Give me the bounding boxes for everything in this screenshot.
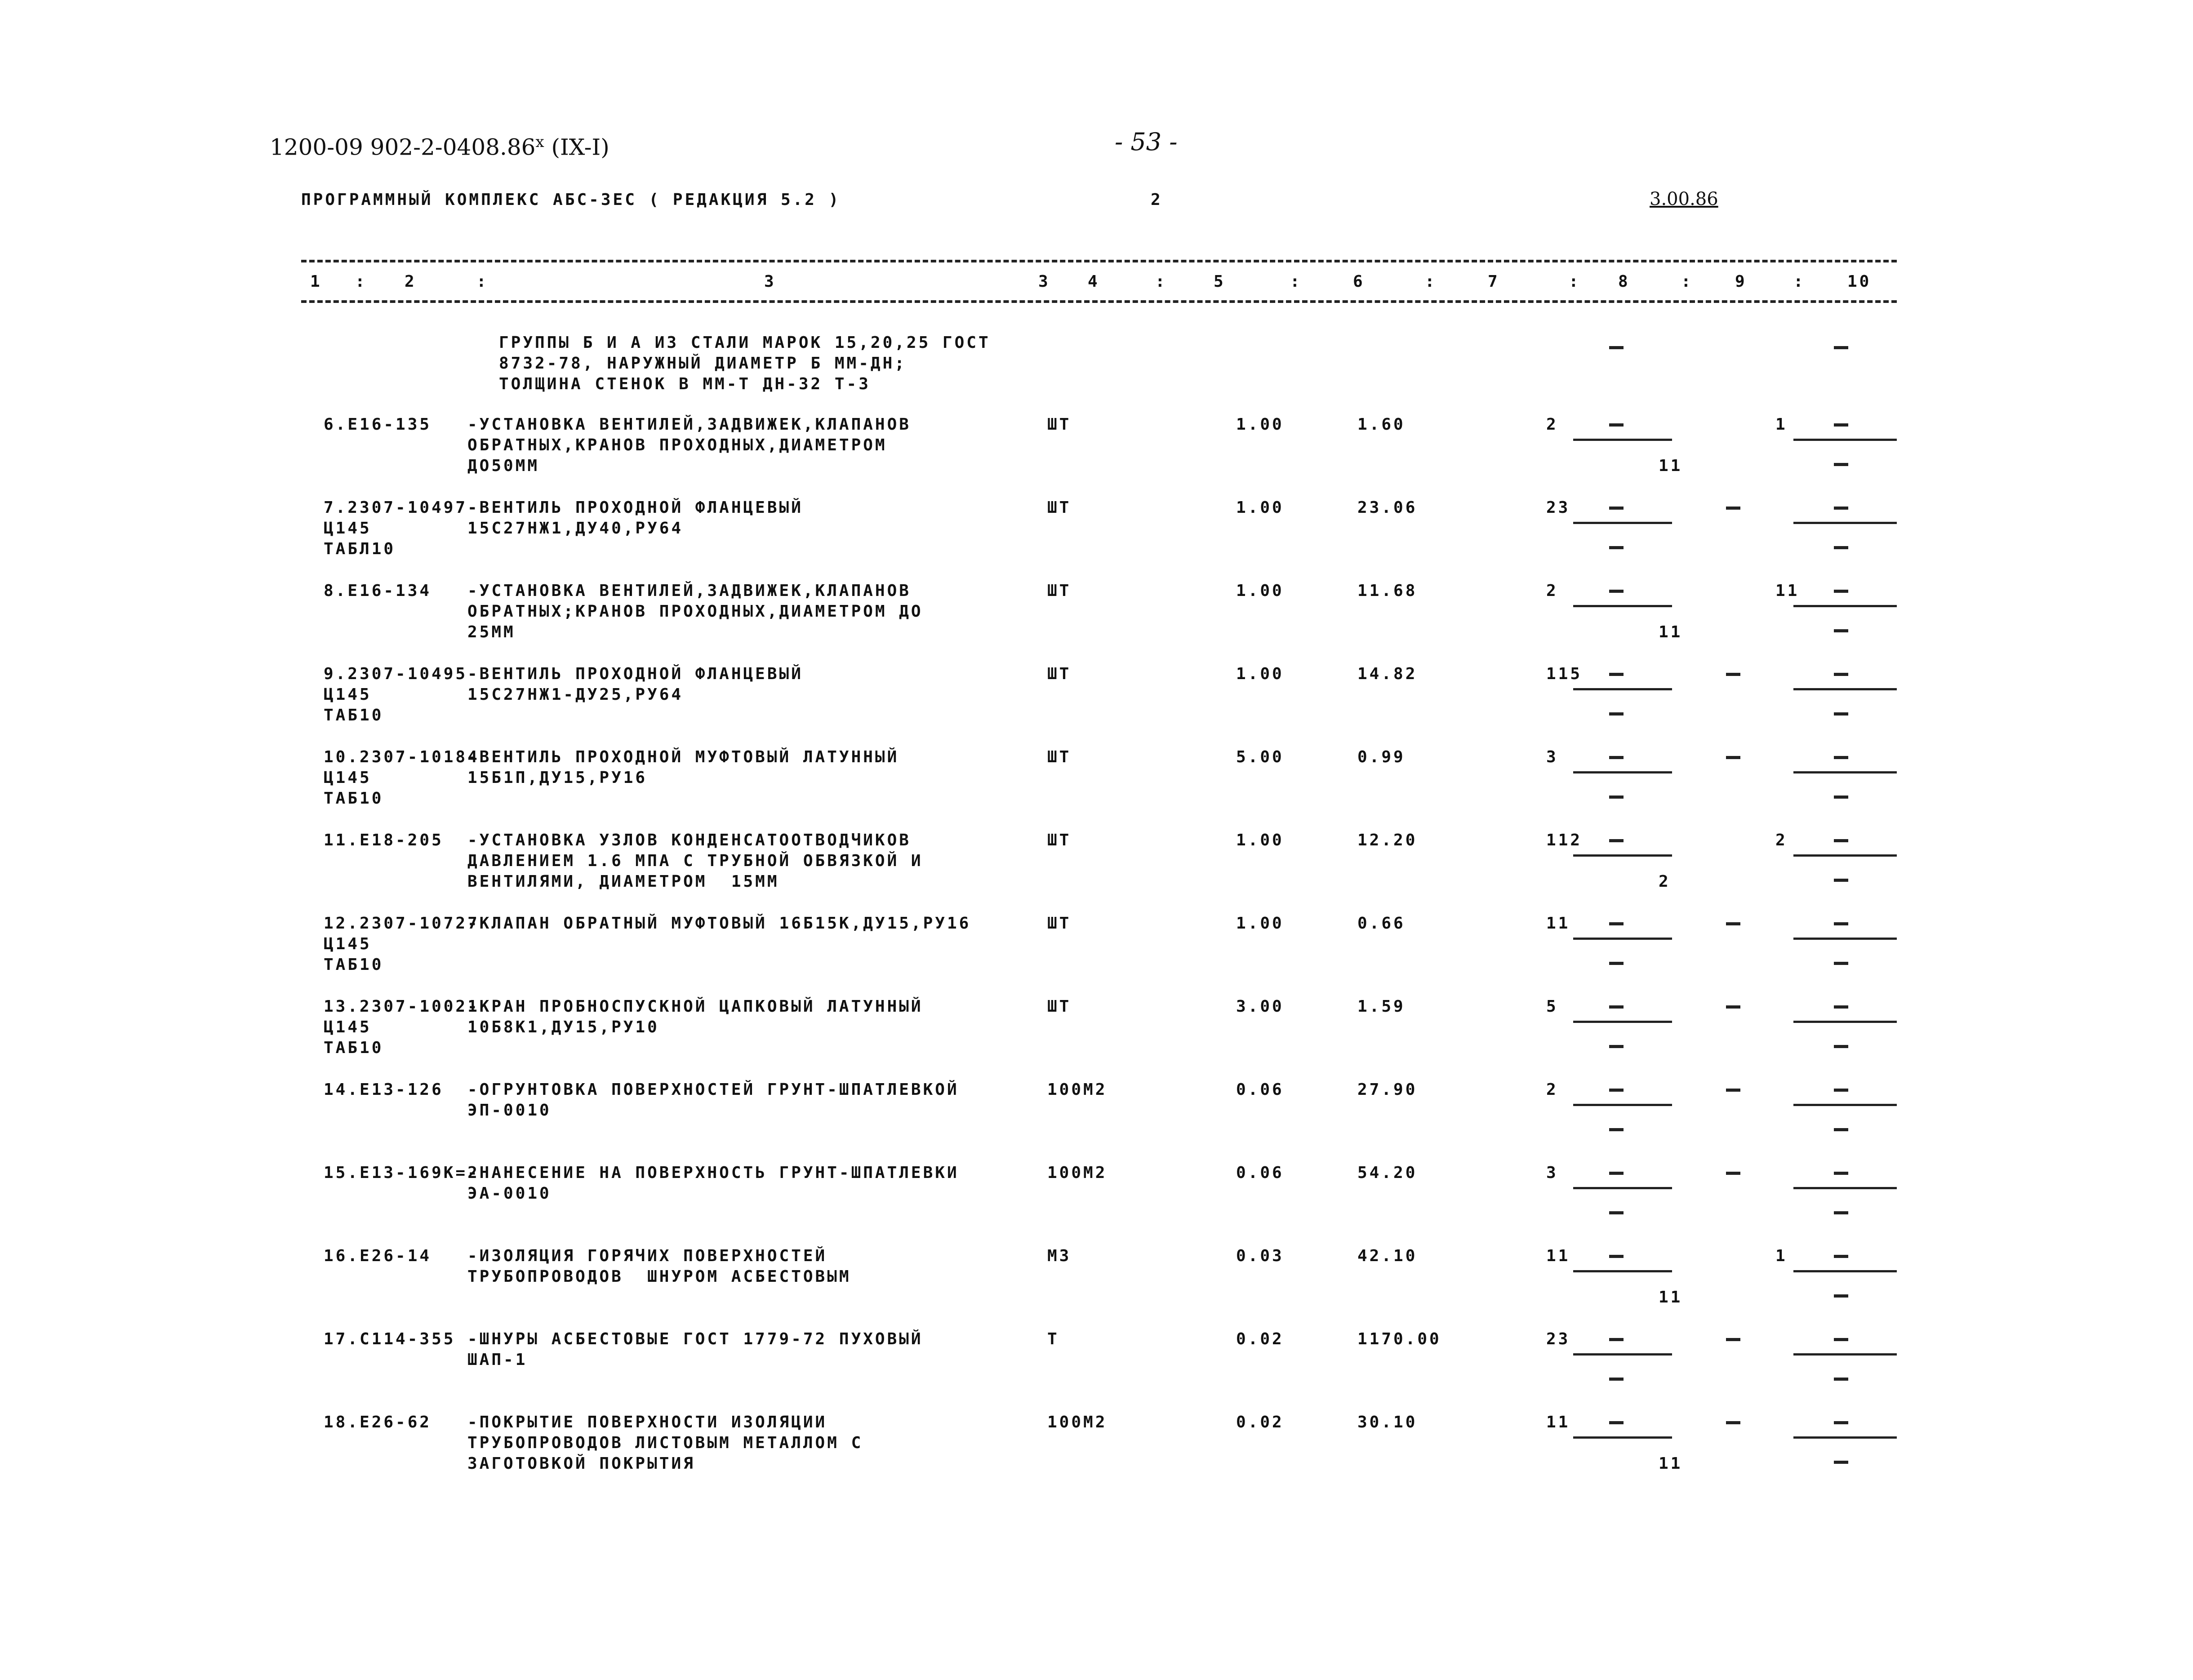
row-code: 9.2307-10495 Ц145 ТАБ10 <box>324 665 468 724</box>
col10-fraction-line <box>1793 1270 1897 1272</box>
row-unit: Т <box>1047 1330 1059 1348</box>
col8-bottom-dash <box>1609 712 1624 716</box>
document-code-sup: x <box>535 133 544 151</box>
col8-bottom-dash <box>1609 546 1624 549</box>
row-description: -УСТАНОВКА УЗЛОВ КОНДЕНСАТООТВОДЧИКОВ ДАВЛЕНИЕМ 1.6 МПА С ТРУБНОЙ ОБВЯЗКОЙ И ВЕНТИЛЯМИ, ДИАМЕТРОМ 15ММ <box>467 831 923 891</box>
row-description: -ВЕНТИЛЬ ПРОХОДНОЙ ФЛАНЦЕВЫЙ 15С27НЖ1,ДУ40,РУ64 <box>467 498 803 538</box>
col8-bottom-dash <box>1609 796 1624 799</box>
col9-dash <box>1726 922 1740 925</box>
row-code: 18.Е26-62 <box>324 1413 432 1431</box>
column-number: 5 <box>1214 272 1226 291</box>
col10-top-dash <box>1834 839 1848 842</box>
row-code: 8.Е16-134 <box>324 582 432 600</box>
col9-dash <box>1726 507 1740 510</box>
table-row <box>0 996 2193 1068</box>
col8-fraction-line <box>1573 1353 1672 1356</box>
column-separator: : <box>1569 272 1581 291</box>
col10-bottom-dash <box>1834 1461 1848 1464</box>
table-row <box>0 581 2193 653</box>
row-col8-top: 2 <box>1546 582 1558 600</box>
row-price: 27.90 <box>1357 1080 1418 1099</box>
row-quantity: 1.00 <box>1236 498 1284 517</box>
col8-top-dash <box>1609 922 1624 925</box>
col10-bottom-dash <box>1834 629 1848 632</box>
col8-top-dash <box>1609 423 1624 427</box>
col10-top-dash <box>1834 673 1848 676</box>
row-col8-top: 11 <box>1546 1413 1570 1431</box>
row-unit: М3 <box>1047 1247 1072 1265</box>
col10-bottom-dash <box>1834 879 1848 882</box>
col9-dash <box>1726 1172 1740 1175</box>
row-price: 30.10 <box>1357 1413 1418 1431</box>
column-number: 4 <box>1088 272 1100 291</box>
col10-fraction-line <box>1793 854 1897 857</box>
col8-fraction-line <box>1573 1270 1672 1272</box>
col8-fraction-line <box>1573 1104 1672 1106</box>
table-top-rule <box>301 260 1897 262</box>
col10-top-dash <box>1834 1338 1848 1341</box>
row-quantity: 0.06 <box>1236 1164 1284 1182</box>
row-quantity: 0.02 <box>1236 1413 1284 1431</box>
row-code: 10.2307-10184 Ц145 ТАБ10 <box>324 748 480 808</box>
col8-bottom-dash <box>1609 1378 1624 1381</box>
row-code: 14.Е13-126 <box>324 1080 444 1099</box>
row-price: 11.68 <box>1357 582 1418 600</box>
table-row <box>0 747 2193 819</box>
row-quantity: 1.00 <box>1236 831 1284 849</box>
document-code-suffix: (IX-I) <box>544 134 609 160</box>
row-quantity: 1.00 <box>1236 582 1284 600</box>
col10-top-dash <box>1834 1172 1848 1175</box>
table-row <box>0 1080 2193 1151</box>
row-col8-bottom: 11 <box>1659 457 1683 475</box>
continuation-dash-col10 <box>1834 346 1848 349</box>
row-price: 42.10 <box>1357 1247 1418 1265</box>
row-price: 0.99 <box>1357 748 1406 766</box>
row-col8-top: 11 <box>1546 914 1570 933</box>
row-unit: ШТ <box>1047 748 1072 766</box>
row-col8-top: 3 <box>1546 748 1558 766</box>
col10-top-dash <box>1834 1005 1848 1009</box>
row-col8-top: 115 <box>1546 665 1583 683</box>
column-separator: : <box>1425 272 1437 291</box>
row-unit: ШТ <box>1047 914 1072 933</box>
column-number: 6 <box>1353 272 1365 291</box>
row-col9: 1 <box>1775 1247 1788 1265</box>
row-col8-top: 5 <box>1546 997 1558 1016</box>
col10-fraction-line <box>1793 771 1897 773</box>
table-header-rule <box>301 300 1897 303</box>
col10-fraction-line <box>1793 1187 1897 1189</box>
table-row <box>0 1246 2193 1318</box>
col9-dash <box>1726 1338 1740 1341</box>
row-description: -ВЕНТИЛЬ ПРОХОДНОЙ МУФТОВЫЙ ЛАТУННЫЙ 15Б1П,ДУ15,РУ16 <box>467 748 899 787</box>
col8-fraction-line <box>1573 938 1672 940</box>
col10-top-dash <box>1834 1255 1848 1258</box>
col9-dash <box>1726 673 1740 676</box>
row-unit: 100М2 <box>1047 1080 1108 1099</box>
row-description: -КРАН ПРОБНОСПУСКНОЙ ЦАПКОВЫЙ ЛАТУННЫЙ 10Б8К1,ДУ15,РУ10 <box>467 997 923 1036</box>
row-price: 1170.00 <box>1357 1330 1441 1348</box>
row-col9: 11 <box>1775 582 1800 600</box>
col10-top-dash <box>1834 1089 1848 1092</box>
table-row <box>0 1329 2193 1401</box>
row-code: 6.Е16-135 <box>324 415 432 434</box>
column-number: 8 <box>1618 272 1630 291</box>
continuation-dash-col8 <box>1609 346 1624 349</box>
col8-fraction-line <box>1573 688 1672 690</box>
row-description: -ОГРУНТОВКА ПОВЕРХНОСТЕЙ ГРУНТ-ШПАТЛЕВКОЙ ЭП-0010 <box>467 1080 959 1120</box>
column-number: 3 <box>764 272 776 291</box>
col8-top-dash <box>1609 1005 1624 1009</box>
row-col8-top: 2 <box>1546 1080 1558 1099</box>
table-row <box>0 830 2193 902</box>
row-code: 15.Е13-169К=2 <box>324 1164 480 1182</box>
col8-bottom-dash <box>1609 962 1624 965</box>
column-number: 2 <box>405 272 417 291</box>
row-quantity: 0.03 <box>1236 1247 1284 1265</box>
row-code: 17.С114-355 <box>324 1330 456 1348</box>
col10-fraction-line <box>1793 522 1897 524</box>
col10-fraction-line <box>1793 1021 1897 1023</box>
col10-bottom-dash <box>1834 1045 1848 1048</box>
column-separator: : <box>1155 272 1167 291</box>
col9-dash <box>1726 1089 1740 1092</box>
row-col8-top: 11 <box>1546 1247 1570 1265</box>
col10-bottom-dash <box>1834 1378 1848 1381</box>
continuation-description: ГРУППЫ Б И А ИЗ СТАЛИ МАРОК 15,20,25 ГОСТ 8732-78, НАРУЖНЫЙ ДИАМЕТР Б ММ-ДН; ТОЛЩИНА СТЕНОК В ММ-Т ДН-32 Т-3 <box>499 333 991 393</box>
column-number: 7 <box>1488 272 1500 291</box>
row-col8-bottom: 11 <box>1659 1288 1683 1307</box>
table-row <box>0 1412 2193 1484</box>
col8-top-dash <box>1609 1338 1624 1341</box>
col10-fraction-line <box>1793 1104 1897 1106</box>
col10-bottom-dash <box>1834 712 1848 716</box>
row-price: 0.66 <box>1357 914 1406 933</box>
col10-top-dash <box>1834 590 1848 593</box>
row-quantity: 3.00 <box>1236 997 1284 1016</box>
col8-top-dash <box>1609 1255 1624 1258</box>
col8-top-dash <box>1609 1089 1624 1092</box>
column-number: 1 <box>310 272 322 291</box>
col8-bottom-dash <box>1609 1045 1624 1048</box>
col8-fraction-line <box>1573 1187 1672 1189</box>
col8-bottom-dash <box>1609 1211 1624 1214</box>
col8-top-dash <box>1609 507 1624 510</box>
row-description: -ПОКРЫТИЕ ПОВЕРХНОСТИ ИЗОЛЯЦИИ ТРУБОПРОВОДОВ ЛИСТОВЫМ МЕТАЛЛОМ С ЗАГОТОВКОЙ ПОКРЫТИЯ <box>467 1413 863 1473</box>
row-col9: 2 <box>1775 831 1788 849</box>
col8-bottom-dash <box>1609 1128 1624 1131</box>
col10-top-dash <box>1834 756 1848 759</box>
col10-bottom-dash <box>1834 463 1848 466</box>
row-description: -УСТАНОВКА ВЕНТИЛЕЙ,ЗАДВИЖЕК,КЛАПАНОВ ОБРАТНЫХ;КРАНОВ ПРОХОДНЫХ,ДИАМЕТРОМ ДО 25ММ <box>467 582 923 641</box>
col10-fraction-line <box>1793 1436 1897 1439</box>
row-code: 7.2307-10497 Ц145 ТАБЛ10 <box>324 498 468 558</box>
row-unit: 100М2 <box>1047 1413 1108 1431</box>
row-col8-top: 2 <box>1546 415 1558 434</box>
row-code: 11.Е18-205 <box>324 831 444 849</box>
row-quantity: 0.02 <box>1236 1330 1284 1348</box>
row-code: 13.2307-10021 Ц145 ТАБ10 <box>324 997 480 1057</box>
row-description: -ВЕНТИЛЬ ПРОХОДНОЙ ФЛАНЦЕВЫЙ 15С27НЖ1-ДУ25,РУ64 <box>467 665 803 704</box>
column-separator: : <box>1793 272 1806 291</box>
column-separator: : <box>355 272 367 291</box>
table-row <box>0 664 2193 736</box>
col8-fraction-line <box>1573 605 1672 607</box>
col10-top-dash <box>1834 922 1848 925</box>
row-quantity: 0.06 <box>1236 1080 1284 1099</box>
column-separator: : <box>476 272 489 291</box>
table-row <box>0 498 2193 569</box>
column-number: 3 <box>1038 272 1050 291</box>
col10-fraction-line <box>1793 439 1897 441</box>
row-quantity: 1.00 <box>1236 665 1284 683</box>
row-col8-bottom: 2 <box>1659 872 1671 891</box>
col8-top-dash <box>1609 756 1624 759</box>
col8-top-dash <box>1609 1172 1624 1175</box>
row-unit: ШТ <box>1047 665 1072 683</box>
row-quantity: 1.00 <box>1236 914 1284 933</box>
row-price: 54.20 <box>1357 1164 1418 1182</box>
col8-top-dash <box>1609 839 1624 842</box>
col10-top-dash <box>1834 507 1848 510</box>
row-code: 16.Е26-14 <box>324 1247 432 1265</box>
col8-top-dash <box>1609 673 1624 676</box>
row-quantity: 1.00 <box>1236 415 1284 434</box>
sheet-number: 2 <box>1151 191 1163 209</box>
col10-bottom-dash <box>1834 962 1848 965</box>
row-description: -УСТАНОВКА ВЕНТИЛЕЙ,ЗАДВИЖЕК,КЛАПАНОВ ОБРАТНЫХ,КРАНОВ ПРОХОДНЫХ,ДИАМЕТРОМ ДО50ММ <box>467 415 911 475</box>
row-unit: 100М2 <box>1047 1164 1108 1182</box>
col8-fraction-line <box>1573 771 1672 773</box>
col10-bottom-dash <box>1834 1294 1848 1298</box>
table-row <box>0 913 2193 985</box>
col8-fraction-line <box>1573 439 1672 441</box>
row-price: 23.06 <box>1357 498 1418 517</box>
row-col8-top: 112 <box>1546 831 1583 849</box>
col10-bottom-dash <box>1834 796 1848 799</box>
row-price: 1.59 <box>1357 997 1406 1016</box>
row-code: 12.2307-10727 Ц145 ТАБ10 <box>324 914 480 974</box>
col8-fraction-line <box>1573 522 1672 524</box>
row-price: 14.82 <box>1357 665 1418 683</box>
col10-fraction-line <box>1793 938 1897 940</box>
col10-bottom-dash <box>1834 546 1848 549</box>
row-description: -ИЗОЛЯЦИЯ ГОРЯЧИХ ПОВЕРХНОСТЕЙ ТРУБОПРОВОДОВ ШНУРОМ АСБЕСТОВЫМ <box>467 1247 851 1286</box>
row-unit: ШТ <box>1047 498 1072 517</box>
row-unit: ШТ <box>1047 997 1072 1016</box>
col10-fraction-line <box>1793 688 1897 690</box>
row-col8-top: 3 <box>1546 1164 1558 1182</box>
print-date: 3.00.86 <box>1650 189 1718 209</box>
row-description: -НАНЕСЕНИЕ НА ПОВЕРХНОСТЬ ГРУНТ-ШПАТЛЕВКИ ЭА-0010 <box>467 1164 959 1203</box>
program-title: ПРОГРАММНЫЙ КОМПЛЕКС АБС-ЗЕС ( РЕДАКЦИЯ 5.2 ) <box>301 191 841 209</box>
row-quantity: 5.00 <box>1236 748 1284 766</box>
col9-dash <box>1726 1421 1740 1424</box>
row-description: -ШНУРЫ АСБЕСТОВЫЕ ГОСТ 1779-72 ПУХОВЫЙ ШАП-1 <box>467 1330 923 1369</box>
row-col8-top: 23 <box>1546 498 1570 517</box>
table-row <box>0 1163 2193 1235</box>
col9-dash <box>1726 1005 1740 1009</box>
column-separator: : <box>1681 272 1693 291</box>
row-price: 12.20 <box>1357 831 1418 849</box>
col10-bottom-dash <box>1834 1128 1848 1131</box>
col9-dash <box>1726 756 1740 759</box>
col10-top-dash <box>1834 1421 1848 1424</box>
col8-fraction-line <box>1573 1021 1672 1023</box>
col10-fraction-line <box>1793 605 1897 607</box>
col10-fraction-line <box>1793 1353 1897 1356</box>
document-code <box>270 133 609 160</box>
row-col8-bottom: 11 <box>1659 623 1683 641</box>
document-code-main: 1200-09 902-2-0408.86 <box>270 134 536 160</box>
col8-fraction-line <box>1573 854 1672 857</box>
row-unit: ШТ <box>1047 831 1072 849</box>
column-number: 10 <box>1847 272 1872 291</box>
column-separator: : <box>1290 272 1302 291</box>
page-number: - 53 - <box>1115 128 1178 156</box>
row-col8-top: 23 <box>1546 1330 1570 1348</box>
col10-bottom-dash <box>1834 1211 1848 1214</box>
col8-top-dash <box>1609 1421 1624 1424</box>
row-price: 1.60 <box>1357 415 1406 434</box>
row-unit: ШТ <box>1047 582 1072 600</box>
row-col9: 1 <box>1775 415 1788 434</box>
col8-top-dash <box>1609 590 1624 593</box>
row-unit: ШТ <box>1047 415 1072 434</box>
col10-top-dash <box>1834 423 1848 427</box>
row-description: -КЛАПАН ОБРАТНЫЙ МУФТОВЫЙ 16Б15К,ДУ15,РУ16 <box>467 914 971 933</box>
table-row <box>0 414 2193 486</box>
col8-fraction-line <box>1573 1436 1672 1439</box>
row-col8-bottom: 11 <box>1659 1454 1683 1473</box>
column-number: 9 <box>1735 272 1747 291</box>
